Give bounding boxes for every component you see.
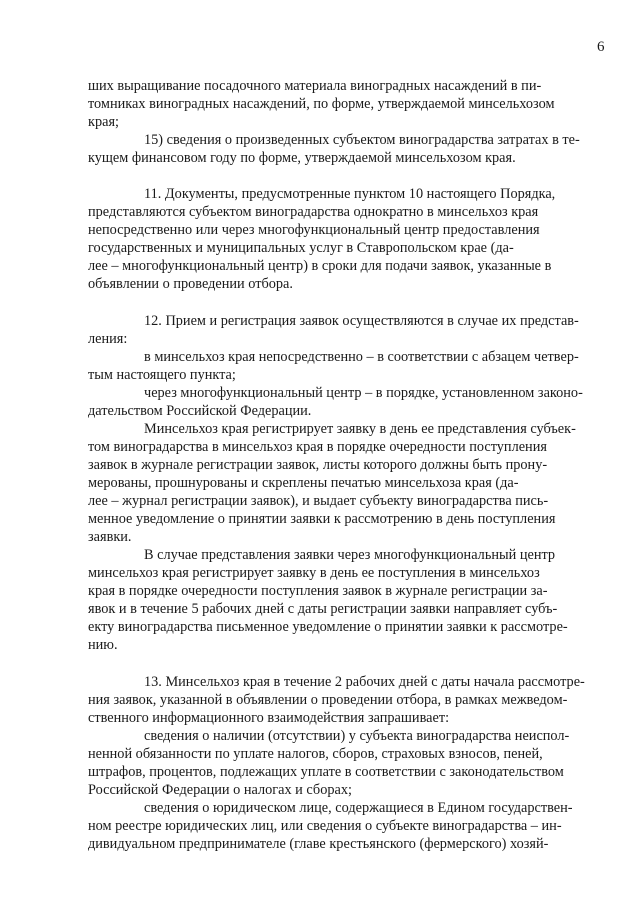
text-line: ном реестре юридических лиц, или сведения о субъекте виноградарства – ин- [88,818,562,834]
text-line: заявок в журнале регистрации заявок, листы которого должны быть прону- [88,457,548,473]
text-line: нию. [88,637,118,653]
text-line: ния заявок, указанной в объявлении о проведении отбора, в рамках межведом- [88,692,568,708]
text-line: непосредственно или через многофункциональный центр предоставления [88,222,540,238]
text-line: дательством Российской Федерации. [88,403,312,419]
text-line: минсельхоз края регистрирует заявку в день ее поступления в минсельхоз [88,565,540,581]
text-line: государственных и муниципальных услуг в Ставропольском крае (да- [88,240,514,256]
text-line: в минсельхоз края непосредственно – в соответствии с абзацем четвер- [144,349,579,365]
text-line: 13. Минсельхоз края в течение 2 рабочих дней с даты начала рассмотре- [144,674,585,690]
text-line: 12. Прием и регистрация заявок осуществляются в случае их представ- [144,313,579,329]
text-line: В случае представления заявки через многофункциональный центр [144,547,556,563]
text-line: представляются субъектом виноградарства однократно в минсельхоз края [88,204,539,220]
text-line: лее – многофункциональный центр) в сроки для подачи заявок, указанные в [88,258,552,274]
text-line: заявки. [88,529,132,545]
text-line: томниках виноградных насаждений, по форме, утверждаемой минсельхозом [88,96,555,112]
text-line: 15) сведения о произведенных субъектом виноградарства затратах в те- [144,132,580,148]
text-line: лее – журнал регистрации заявок), и выдает субъекту виноградарства пись- [88,493,549,509]
text-line: екту виноградарства письменное уведомление о принятии заявки к рассмотре- [88,619,568,635]
text-line: 11. Документы, предусмотренные пунктом 10 настоящего Порядка, [144,186,556,202]
text-line: явок и в течение 5 рабочих дней с даты регистрации заявки направляет субъ- [88,601,558,617]
text-line: края; [88,114,119,130]
text-line: тым настоящего пункта; [88,367,236,383]
text-line: штрафов, процентов, подлежащих уплате в соответствии с законодательством [88,764,564,780]
text-line: ственного информационного взаимодействия запрашивает: [88,710,450,726]
text-line: менное уведомление о принятии заявки к рассмотрению в день поступления [88,511,556,527]
text-line: ненной обязанности по уплате налогов, сборов, страховых взносов, пеней, [88,746,543,762]
text-line: том виноградарства в минсельхоз края в порядке очередности поступления [88,439,547,455]
text-line: через многофункциональный центр – в порядке, установленном законо- [144,385,583,401]
text-line: кущем финансовом году по форме, утверждаемой минсельхозом края. [88,150,516,166]
text-line: Российской Федерации о налогах и сборах; [88,782,352,798]
text-line: края в порядке очередности поступления заявок в журнале регистрации за- [88,583,548,599]
text-line: сведения о наличии (отсутствии) у субъекта виноградарства неиспол- [144,728,570,744]
text-line: мерованы, прошнурованы и скреплены печатью минсельхоза края (да- [88,475,519,491]
text-line: Минсельхоз края регистрирует заявку в день ее представления субъек- [144,421,576,437]
text-line: ления: [88,331,128,347]
text-line: дивидуальном предпринимателе (главе крестьянского (фермерского) хозяй- [88,836,549,852]
text-line: ших выращивание посадочного материала виноградных насаждений в пи- [88,78,542,94]
text-line: объявлении о проведении отбора. [88,276,293,292]
text-line: сведения о юридическом лице, содержащиеся в Едином государствен- [144,800,573,816]
page-number: 6 [597,39,605,55]
